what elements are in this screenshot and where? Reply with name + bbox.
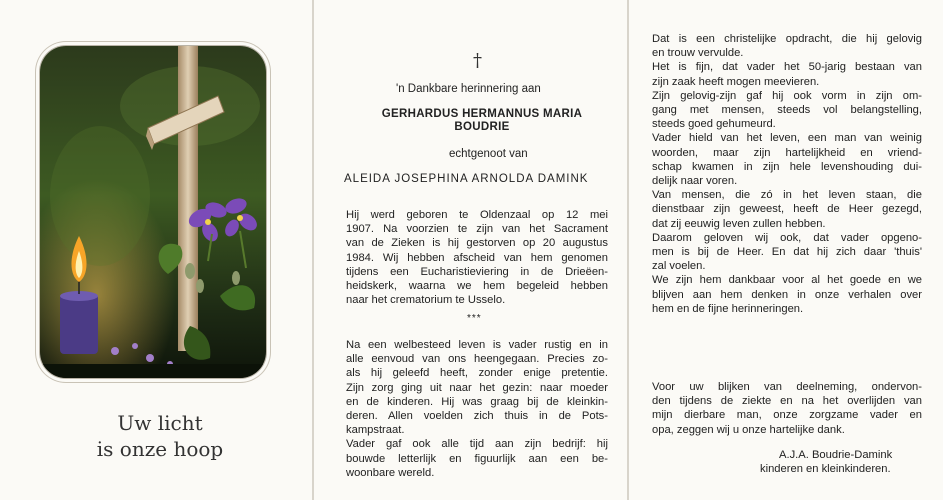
text-line: 1907. Na voorzien te zijn van het Sacrament	[346, 223, 608, 236]
text-line: gang met mensen, steeds vol belangstelling,	[652, 104, 922, 117]
text-line: Van mensen, die zó in het leven staan, die	[652, 189, 922, 202]
text-line: en de kinderen. Hij was graag bij de kleinkin-	[346, 395, 608, 408]
text-line: en trouw vervulde.	[652, 47, 744, 60]
signature-family: kinderen en kleinkinderen.	[760, 463, 891, 475]
memorial-photo	[40, 46, 266, 378]
separator: ***	[467, 313, 482, 324]
text-line: Daarom geloven wij ook, dat vader opgeno-	[652, 231, 922, 244]
text-line: als hij geleefd heeft, zonder enige pretentie.	[346, 367, 608, 380]
text-line: naar het crematorium te Usselo.	[346, 294, 506, 307]
text-line: Het is fijn, dat vader het 50-jarig bestaan van	[652, 61, 922, 74]
text-line: Hij werd geboren te Oldenzaal op 12 mei	[346, 209, 608, 221]
name-line-2: BOUDRIE	[454, 121, 510, 133]
text-line: Zijn zorg ging uit naar het gezin: naar moeder	[346, 381, 608, 394]
front-panel	[0, 0, 312, 500]
text-line: We zijn hem dankbaar voor al het goede en we	[652, 274, 922, 287]
intro-text: 'n Dankbare herinnering aan	[396, 83, 541, 95]
text-line: van de Zieken is hij gestorven op 20 augustus	[346, 237, 608, 250]
text-line: delijk naar voren.	[652, 175, 738, 188]
text-line: deren. Allen voelden zich thuis in de Pots-	[346, 410, 608, 423]
biography-paragraph	[346, 208, 608, 307]
text-line: hem en de fijne herinneringen.	[652, 302, 804, 315]
signature-name: A.J.A. Boudrie-Damink	[779, 449, 893, 461]
cross-icon: †	[473, 50, 482, 71]
text-line: bouwde letterlijk en figuurlijk aan een be-	[346, 452, 608, 465]
text-line: dat zij eeuwig leven zullen hebben.	[652, 217, 826, 230]
text-line: schap kwamen in zijn hele levenshouding dui-	[652, 160, 922, 173]
text-line: zal voelen.	[652, 260, 706, 273]
text-line: Na een welbesteed leven is vader rustig en in	[346, 339, 608, 351]
motto	[60, 410, 260, 462]
text-line: steeds goed gehumeurd.	[652, 118, 776, 131]
text-line: woonbare wereld.	[346, 466, 435, 479]
text-line: kampstraat.	[346, 424, 405, 437]
obituary-panel	[314, 0, 627, 500]
name-line-1: GERHARDUS HERMANNUS MARIA	[381, 108, 583, 120]
text-line: mijn dierbare man, onze zorgzame vader en	[652, 409, 922, 422]
text-line: 1984. Wij hebben afscheid van hem genomen	[346, 251, 608, 264]
text-line: den tijdens de ziekte en na het overlijden van	[652, 395, 922, 408]
text-line: Vader gaf ook alle tijd aan zijn bedrijf: hij	[346, 438, 608, 451]
reflection-panel	[629, 0, 943, 500]
text-line: heidskerk, waarna we hem begeleid hebben	[346, 280, 608, 293]
motto-line-1: Uw licht	[117, 411, 203, 435]
text-line: zijn zaak heeft mogen meevieren.	[652, 75, 820, 88]
text-line: alle eenvoud van ons heengegaan. Precies zo-	[346, 353, 608, 366]
motto-line-2: is onze hoop	[96, 437, 224, 461]
deceased-name	[376, 108, 588, 134]
text-line: Vader hield van het leven, een man van weinig	[652, 132, 922, 145]
text-line: woorden, maar zijn hartelijkheid en vriend-	[652, 146, 922, 159]
tribute-paragraph	[346, 338, 608, 480]
text-line: men is bij de Heer. En dat hij zich daar 'thuis'	[652, 246, 922, 259]
text-line: opa, zeggen wij u onze hartelijke dank.	[652, 423, 845, 436]
text-line: Voor uw blijken van deelneming, ondervon-	[652, 381, 922, 393]
reflection-paragraph	[652, 32, 922, 316]
text-line: dienstbaar zijn geweest, heeft de Heer gezegd,	[652, 203, 922, 216]
candle-cross-flowers-image	[40, 46, 266, 378]
text-line: Dat is een christelijke opdracht, die hij gelovig	[652, 33, 922, 45]
text-line: tijdens een Eucharistieviering in de Drieëen-	[346, 265, 608, 278]
spouse-label: echtgenoot van	[449, 148, 528, 160]
spouse-name: ALEIDA JOSEPHINA ARNOLDA DAMINK	[344, 173, 589, 185]
text-line: blijven aan hem denken in onze verhalen over	[652, 288, 922, 301]
text-line: Zijn gelovig-zijn gaf hij ook vorm in zijn om-	[652, 89, 922, 102]
thanks-paragraph	[652, 380, 922, 437]
